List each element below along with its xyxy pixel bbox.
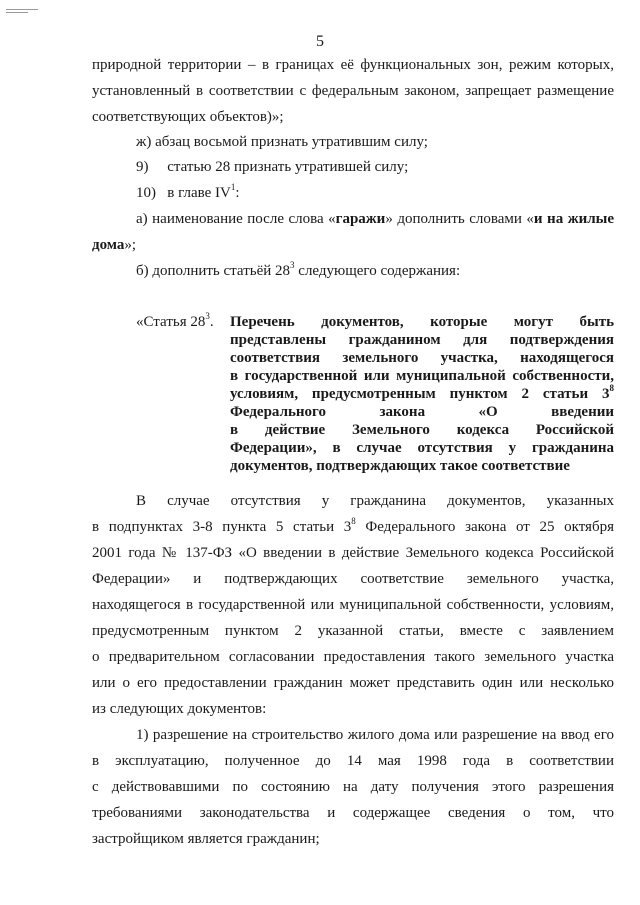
text-line: 1) разрешение на строительство жилого дома или разрешение на ввод его xyxy=(136,727,614,743)
superscript: 3 xyxy=(290,260,295,270)
article-title-line: в государственной или муниципальной собственности, xyxy=(230,368,614,384)
text-line: застройщиком является гражданин; xyxy=(92,831,320,847)
text-line: Федерации» и подтверждающих соответствие земельного участка, xyxy=(92,571,614,587)
text-span: »; xyxy=(124,237,137,253)
text-span: «Статья 28 xyxy=(136,314,206,330)
superscript: 8 xyxy=(351,516,356,526)
bold-term: гаражи xyxy=(335,211,386,227)
text-line: 9) статью 28 признать утратившей силу; xyxy=(136,159,409,175)
article-title xyxy=(230,313,614,475)
text-line: 2001 года № 137-ФЗ «О введении в действие Земельного кодекса Российской xyxy=(92,545,614,561)
text-span: а) наименование после слова « xyxy=(136,211,336,227)
article-title-line: соответствия земельного участка, находящегося xyxy=(230,350,614,366)
article-title-line: Федерального закона «О введении xyxy=(230,404,614,420)
text-line xyxy=(136,210,614,228)
superscript: 3 xyxy=(205,311,210,321)
bold-term: и на жилые xyxy=(533,211,614,227)
text-line: установленный в соответствии с федеральным законом, запрещает размещение xyxy=(92,83,614,99)
text-line: предусмотренным пунктом 2 указанной статьи, вместе с заявлением xyxy=(92,623,614,639)
text-span: » дополнить словами « xyxy=(385,211,534,227)
superscript: 8 xyxy=(609,383,614,393)
text-span: следующего содержания: xyxy=(294,263,461,279)
page-corner-mark xyxy=(6,9,38,13)
text-line xyxy=(92,518,614,536)
text-span: б) дополнить статьёй 28 xyxy=(136,263,291,279)
article-title-line: Федерации», в случае отсутствия у гражданина xyxy=(230,440,614,456)
text-line xyxy=(136,262,460,280)
bold-term: дома xyxy=(92,237,125,253)
text-span: Федерального закона от 25 октября xyxy=(355,519,614,535)
article-title-line: документов, подтверждающих такое соответствие xyxy=(230,458,570,474)
text-line: из следующих документов: xyxy=(92,701,267,717)
text-line: в эксплуатацию, полученное до 14 мая 1998 года в соответствии xyxy=(92,753,614,769)
text-span: условиям, предусмотренным пунктом 2 статьи 3 xyxy=(230,386,610,402)
text-span: в подпунктах 3-8 пункта 5 статьи 3 xyxy=(92,519,352,535)
text-line: В случае отсутствия у гражданина документов, указанных xyxy=(136,493,614,509)
article-title-line: представлены гражданином для подтверждения xyxy=(230,332,614,348)
article-title-line xyxy=(230,385,614,403)
text-span: . xyxy=(209,314,214,330)
article-title-line: в действие Земельного кодекса Российской xyxy=(230,422,614,438)
text-line: находящегося в государственной или муниципальной собственности, условиям, xyxy=(92,597,614,613)
text-line: требованиями законодательства и содержащее сведения о том, что xyxy=(92,805,614,821)
article-title-line: Перечень документов, которые могут быть xyxy=(230,314,614,330)
text-line: природной территории – в границах её функциональных зон, режим которых, xyxy=(92,57,614,73)
text-line: о предварительном согласовании предоставления такого земельного участка xyxy=(92,649,614,665)
text-span: 10) в главе IV xyxy=(136,185,231,201)
article-label xyxy=(136,313,214,331)
text-line: или о его предоставлении гражданин может представить один или несколько xyxy=(92,675,614,691)
text-line: с действовавшими по состоянию на дату получения этого разрешения xyxy=(92,779,614,795)
text-line xyxy=(92,236,614,254)
text-span: : xyxy=(235,185,240,201)
text-line xyxy=(136,184,240,202)
text-line: ж) абзац восьмой признать утратившим силу; xyxy=(136,134,428,150)
page-number: 5 xyxy=(316,33,324,50)
superscript: 1 xyxy=(230,182,236,192)
text-line: соответствующих объектов)»; xyxy=(92,109,284,125)
